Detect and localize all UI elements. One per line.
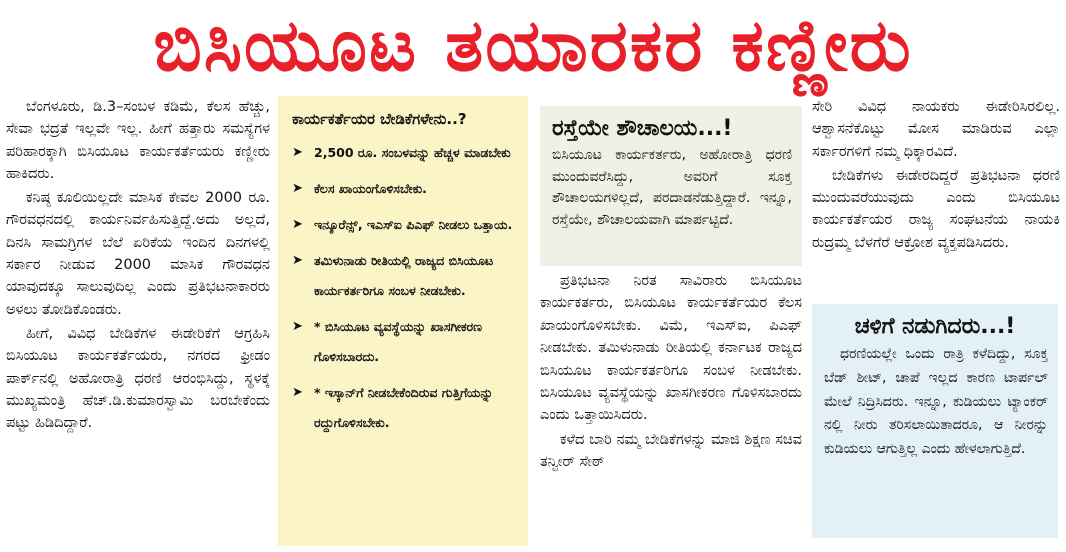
paragraph: ಸೇರಿ ವಿವಿಧ ನಾಯಕರು ಈಡೇರಿಸಿರಲಿಲ್ಲ. ಆಶ್ವಾಸನೆಕೊಟ್ಟು ಮೋಸ ಮಾಡಿರುವ ಎಲ್ಲಾ ಸರ್ಕಾರಗಳಿಗೆ ನಮ್ಮ ಧಿಕ್ಕಾರವಿದೆ. [812, 99, 1060, 160]
paragraph: ಪ್ರತಿಭಟನಾ ನಿರತ ಸಾವಿರಾರು ಬಿಸಿಯೂಟ ಕಾರ್ಯಕರ್ತರು, ಬಿಸಿಯೂಟ ಕಾರ್ಯಕರ್ತೆಯರ ಕೆಲಸ ಖಾಯಂಗೊಳಿಸಬೇಕು. ವಿಮೆ, ಇಎಸ್‌ಐ, ಪಿಎಫ್ ನೀಡಬೇಕು. ತಮಿಳುನಾಡು ರೀತಿಯಲ್ಲಿ ಕರ್ನಾಟಕ ರಾಜ್ಯದ ಬಿಸಿಯೂಟ ಕಾರ್ಯಕರ್ತರಿಗೂ ಸಂಬಳ ನೀಡಬೇಕು. ಬಿಸಿಯೂಟ ವ್ಯವಸ್ಥೆಯನ್ನು ಖಾಸಗೀಕರಣ ಗೊಳಿಸಬಾರದು ಎಂದು ಒತ್ತಾಯಿಸಿದರು. [540, 273, 802, 424]
article-column-3 [540, 270, 802, 476]
list-item [288, 210, 518, 240]
toilet-box-title: ರಸ್ತೆಯೇ ಶೌಚಾಲಯ...! [552, 116, 733, 141]
cold-box-title: ಚಳಿಗೆ ನಡುಗಿದರು...! [854, 314, 1016, 339]
paragraph: ಕನಿಷ್ಠ ಕೂಲಿಯಿಲ್ಲದೇ ಮಾಸಿಕ ಕೇವಲ 2000 ರೂ. ಗೌರವಧನದಲ್ಲಿ ಕಾರ್ಯನಿರ್ವಹಿಸುತ್ತಿದ್ದೆ.ಅದು ಅಲ್ಲದೆ, ದಿನಸಿ ಸಾಮಗ್ರಿಗಳ ಬೆಲೆ ಏರಿಕೆಯ ಇಂದಿನ ದಿನಗಳಲ್ಲಿ ಸರ್ಕಾರ ನೀಡುವ 2000 ಮಾಸಿಕ ಗೌರವಧನ ಯಾವುದಕ್ಕೂ ಸಾಲುವುದಿಲ್ಲ ಎಂದು ಪ್ರತಿಭಟನಾಕಾರರು ಅಳಲು ತೋಡಿಕೊಂಡರು. [6, 190, 270, 318]
arrow-bullet-icon: ➤ [292, 217, 303, 232]
demands-box [278, 96, 528, 546]
demand-text: * ಇಸ್ಕಾನ್‌ಗೆ ನೀಡಬೇಕೆಂದಿರುವ ಗುತ್ತಿಗೆಯನ್ನು ರದ್ದುಗೊಳಿಸಬೇಕು. [314, 385, 494, 430]
arrow-bullet-icon: ➤ [292, 319, 303, 334]
arrow-bullet-icon: ➤ [292, 253, 303, 268]
article-column-4 [812, 96, 1060, 256]
list-item [288, 246, 518, 306]
list-item [288, 138, 518, 168]
demands-title: ಕಾರ್ಯಕರ್ತೆಯರ ಬೇಡಿಕೆಗಳೇನು..? [292, 110, 467, 128]
toilet-box-body: ಬಿಸಿಯೂಟ ಕಾರ್ಯಕರ್ತರು, ಅಹೋರಾತ್ರಿ ಧರಣಿ ಮುಂದುವರೆಸಿದ್ದು, ಅವರಿಗೆ ಸೂಕ್ತ ಶೌಚಾಲಯಗಳಿಲ್ಲದೆ, ಪರದಾಡನೆಡುತ್ತಿದ್ದಾರೆ. ಇನ್ನೂ, ರಸ್ತೆಯೇ, ಶೌಚಾಲಯವಾಗಿ ಮಾರ್ಪಟ್ಟಿದೆ. [552, 147, 792, 228]
paragraph: ಹೀಗೆ, ವಿವಿಧ ಬೇಡಿಕೆಗಳ ಈಡೇರಿಕೆಗೆ ಆಗ್ರಹಿಸಿ ಬಿಸಿಯೂಟ ಕಾರ್ಯಕರ್ತೆಯರು, ನಗರದ ಫ್ರೀಡಂ ಪಾರ್ಕ್‌ನಲ್ಲಿ ಅಹೋರಾತ್ರಿ ಧರಣಿ ಆರಂಭಿಸಿದ್ದು, ಸ್ಥಳಕ್ಕೆ ಮುಖ್ಯಮಂತ್ರಿ ಹೆಚ್.ಡಿ.ಕುಮಾರಸ್ವಾಮಿ ಬರಬೇಕೆಂದು ಪಟ್ಟು ಹಿಡಿದಿದ್ದಾರೆ. [6, 325, 270, 432]
cold-box-body [812, 343, 1058, 462]
demand-text: 2,500 ರೂ. ಸಂಬಳವನ್ನು ಹೆಚ್ಚಳ ಮಾಡಬೇಕು [314, 145, 511, 160]
list-item [288, 378, 518, 438]
demand-text: ಇನ್ಶೂರೆನ್ಸ್, ಇಎಸ್‌ಐ ಪಿಎಫ್ ನೀಡಲು ಒತ್ತಾಯ. [314, 217, 513, 232]
list-item [288, 174, 518, 204]
arrow-bullet-icon: ➤ [292, 145, 303, 160]
article-column-1 [6, 96, 270, 436]
cold-box [812, 304, 1058, 538]
arrow-bullet-icon: ➤ [292, 181, 303, 196]
arrow-bullet-icon: ➤ [292, 385, 303, 400]
paragraph: ಬೇಡಿಕೆಗಳು ಈಡೇರದಿದ್ದರೆ ಪ್ರತಿಭಟನಾ ಧರಣಿ ಮುಂದುವರೆಯುವುದು ಎಂದು ಬಿಸಿಯೂಟ ಕಾರ್ಯಕರ್ತೆಯರ ರಾಜ್ಯ ಸಂಘಟನೆಯ ನಾಯಕಿ ರುದ್ರಮ್ಮ ಬೆಳಗೆರೆ ಆಕ್ರೋಶ ವ್ಯಕ್ತಪಡಿಸಿದರು. [812, 167, 1060, 251]
demands-list [278, 138, 528, 438]
paragraph: ಧರಣಿಯಲ್ಲೇ ಒಂದು ರಾತ್ರಿ ಕಳೆದಿದ್ದು, ಸೂಕ್ತ ಬೆಡ್ ಶೀಟ್, ಚಾಪೆ ಇಲ್ಲದ ಕಾರಣ ಟಾರ್ಪಲ್ ಮೇಲೆ ನಿದ್ರಿಸಿದರು. ಇನ್ನೂ, ಕುಡಿಯಲು ಟ್ಯಾಂಕರ್ ನಲ್ಲಿ ನೀರು ತರಿಸಲಾಯಿತಾದರೂ, ಆ ನೀರನ್ನು ಕುಡಿಯಲು ಆಗುತ್ತಿಲ್ಲ ಎಂದು ಹೇಳಲಾಗುತ್ತಿದೆ. [824, 346, 1048, 458]
list-item [288, 312, 518, 372]
demand-text: * ಬಿಸಿಯೂಟ ವ್ಯವಸ್ಥೆಯನ್ನು ಖಾಸಗೀಕರಣ ಗೊಳಿಸಬಾರದು. [314, 319, 483, 364]
toilet-box [540, 106, 802, 266]
paragraph: ಬೆಂಗಳೂರು, ಡಿ.3–ಸಂಬಳ ಕಡಿಮೆ, ಕೆಲಸ ಹೆಚ್ಚು, ಸೇವಾ ಭದ್ರತೆ ಇಲ್ಲವೇ ಇಲ್ಲ. ಹೀಗೆ ಹತ್ತಾರು ಸಮಸ್ಯೆಗಳ ಪರಿಹಾರಕ್ಕಾಗಿ ಬಿಸಿಯೂಟ ಕಾರ್ಯಕರ್ತೆಯರು ಕಣ್ಣೀರು ಹಾಕಿದರು. [6, 99, 270, 182]
demand-text: ತಮಿಳುನಾಡು ರೀತಿಯಲ್ಲಿ ರಾಜ್ಯದ ಬಿಸಿಯೂಟ ಕಾರ್ಯಕರ್ತರಿಗೂ ಸಂಬಳ ನೀಡಬೇಕು. [314, 253, 494, 298]
headline: ಬಿಸಿಯೂಟ ತಯಾರಕರ ಕಣ್ಣೀರು [153, 3, 913, 87]
demand-text: ಕೆಲಸ ಖಾಯಂಗೊಳಿಸಬೇಕು. [314, 181, 427, 196]
paragraph: ಕಳೆದ ಬಾರಿ ನಮ್ಮ ಬೇಡಿಕೆಗಳನ್ನು ಮಾಜಿ ಶಿಕ್ಷಣ ಸಚಿವ ತನ್ವೀರ್ ಸೇಠ್ [540, 431, 802, 471]
